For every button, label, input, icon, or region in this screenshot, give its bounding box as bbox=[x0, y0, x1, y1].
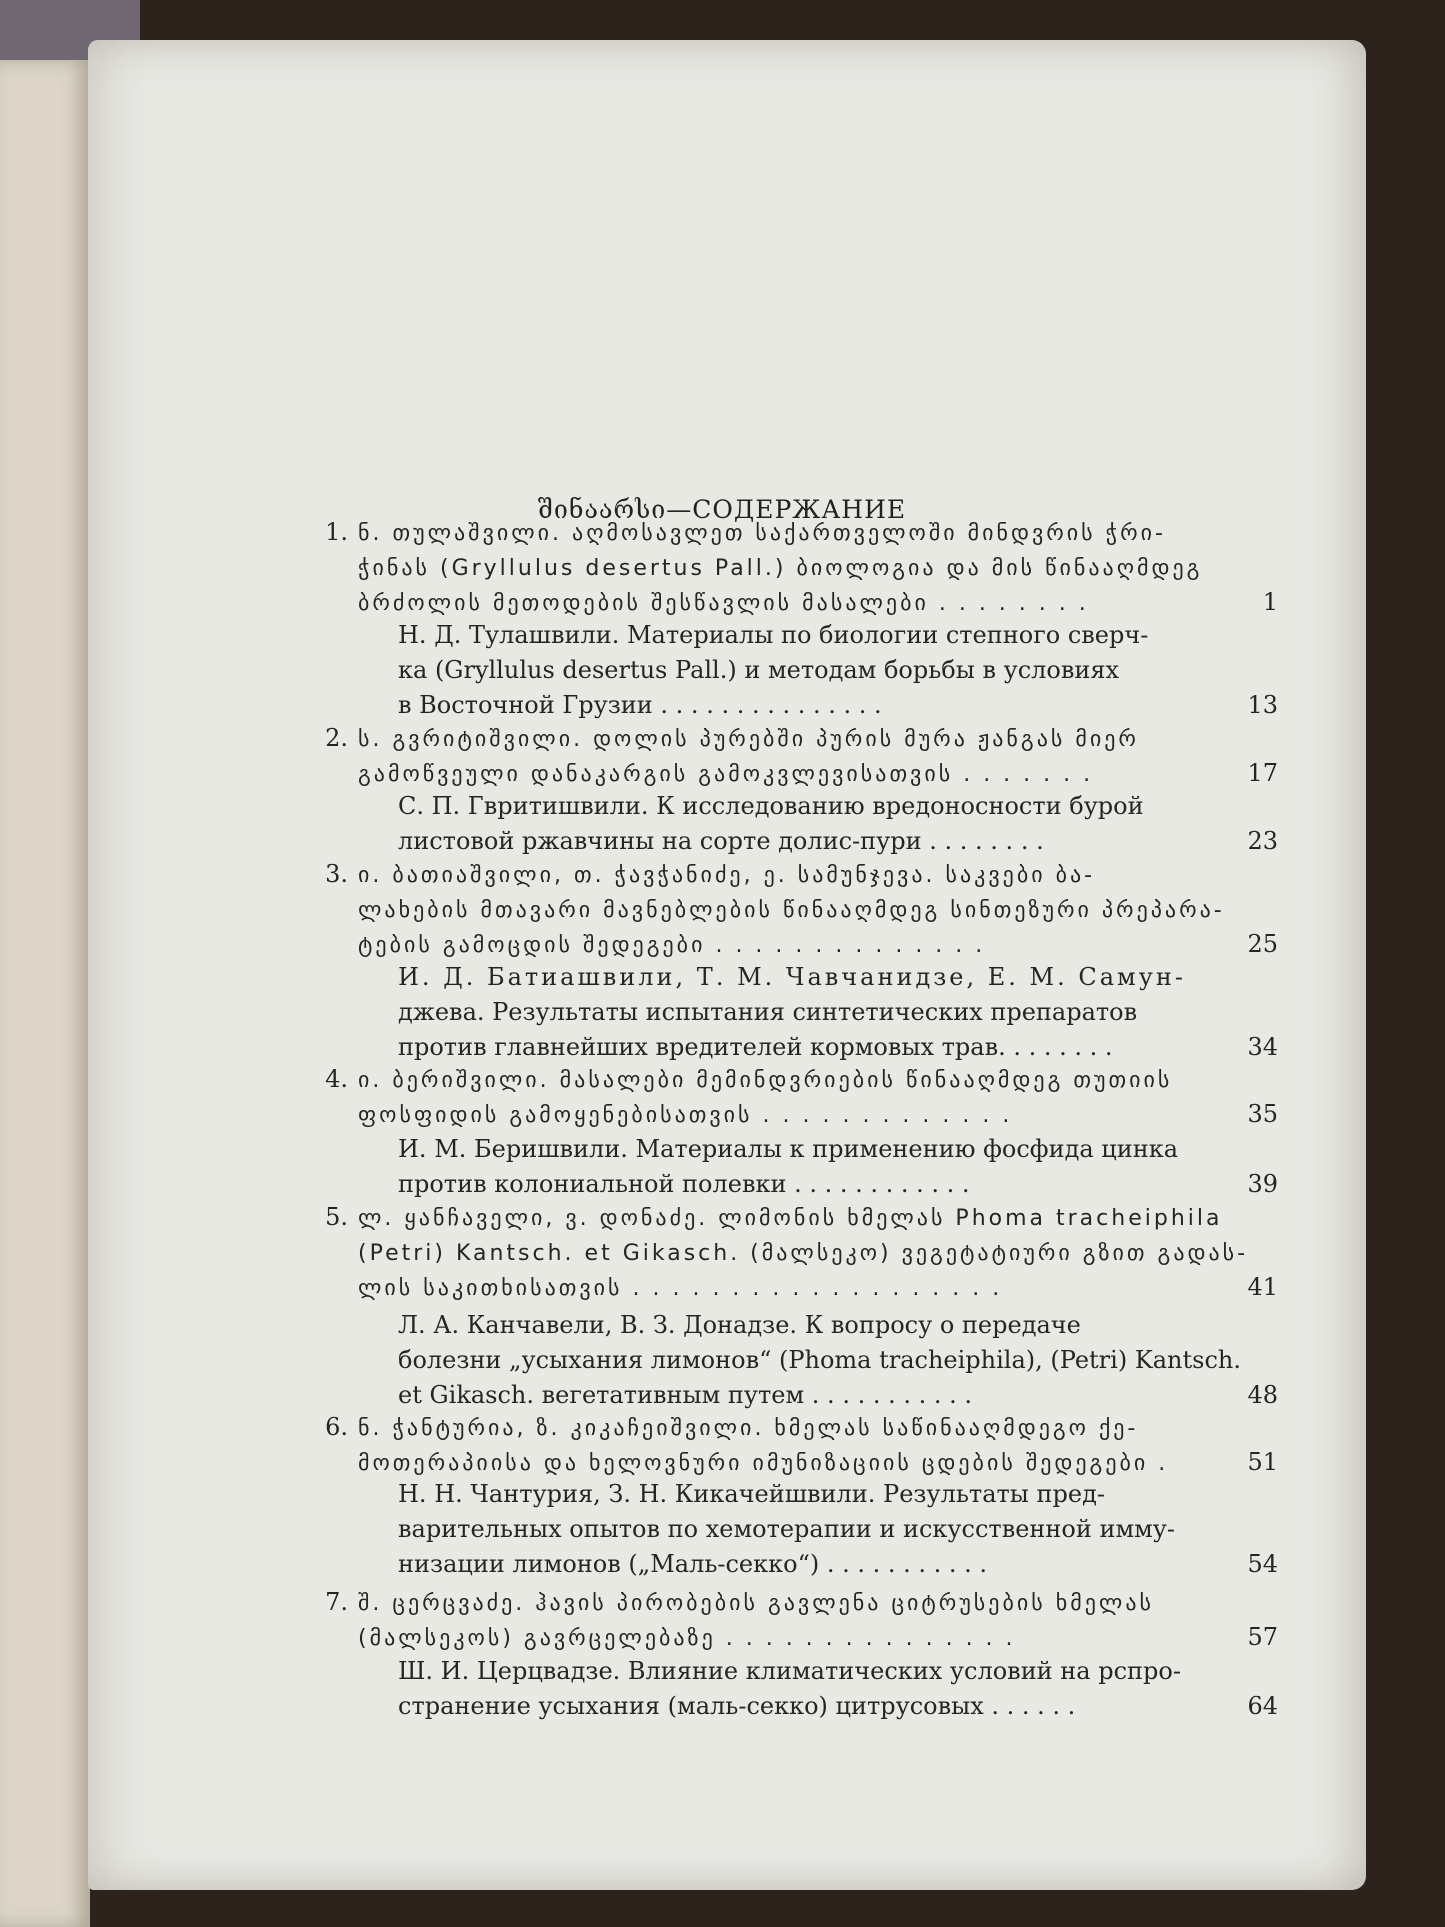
entry-page-number: 51 bbox=[1247, 1448, 1278, 1476]
entry-number: 1. bbox=[325, 518, 348, 546]
toc-entry bbox=[288, 1308, 1278, 1413]
toc-entry bbox=[288, 515, 1278, 620]
entry-line: ს. გვრიტიშვილი. დოლის პურებში პურის მურა ჟანგას მიერ bbox=[358, 727, 1139, 752]
entry-page-number: 25 bbox=[1247, 930, 1278, 958]
entry-line: против колониальной полевки . . . . . . . . . . . . bbox=[398, 1170, 970, 1198]
entry-number: 6. bbox=[325, 1413, 348, 1441]
entry-line: ნ. ჭანტურია, ზ. კიკაჩეიშვილი. ხმელას საწინააღმდეგო ქე- bbox=[358, 1416, 1139, 1441]
entry-page-number: 48 bbox=[1247, 1381, 1278, 1409]
toc-entry bbox=[288, 721, 1278, 791]
entry-page-number: 23 bbox=[1247, 827, 1278, 855]
entry-line: против главнейших вредителей кормовых трав. . . . . . . . bbox=[398, 1033, 1113, 1061]
entry-line: Н. Н. Чантурия, З. Н. Кикачейшвили. Результаты пред- bbox=[398, 1480, 1105, 1508]
entry-line: ი. ბერიშვილი. მასალები მემინდვრიების წინააღმდეგ თუთიის bbox=[358, 1068, 1173, 1093]
entry-page-number: 34 bbox=[1247, 1033, 1278, 1061]
entry-line: странение усыхания (маль-секко) цитрусовых . . . . . . bbox=[398, 1692, 1076, 1720]
entry-page-number: 57 bbox=[1247, 1623, 1278, 1651]
entry-line: С. П. Гвритишвили. К исследованию вредоносности бурой bbox=[398, 792, 1144, 820]
entry-line: варительных опытов по хемотерапии и искусственной имму- bbox=[398, 1515, 1176, 1543]
entry-line: ლის საკითხისათვის . . . . . . . . . . . . . . . . . . . bbox=[358, 1276, 1003, 1301]
entry-line: И. М. Беришвили. Материалы к применению фосфида цинка bbox=[398, 1135, 1179, 1163]
book-page bbox=[88, 40, 1366, 1890]
page-title: შინაარსი—СОДЕРЖАНИЕ bbox=[538, 495, 907, 524]
toc-entry bbox=[288, 618, 1278, 723]
entry-line: (მალსეკოს) გავრცელებაზე . . . . . . . . . . . . . . . bbox=[358, 1626, 1016, 1651]
entry-line: джева. Результаты испытания синтетических препаратов bbox=[398, 998, 1138, 1026]
entry-line: შ. ცერცვაძე. ჰავის პირობების გავლენა ციტრუსების ხმელას bbox=[358, 1591, 1154, 1616]
entry-line: ლ. ყანჩაველი, ვ. დონაძე. ლიმონის ხმელას Phoma tracheiphila bbox=[358, 1206, 1223, 1231]
entry-number: 2. bbox=[325, 724, 348, 752]
entry-line: (Petri) Kantsch. et Gikasch. (მალსეკო) ვეგეტატიური გზით გადას- bbox=[358, 1241, 1249, 1266]
entry-page-number: 35 bbox=[1247, 1100, 1278, 1128]
entry-line: И. Д. Батиашвили, Т. М. Чавчанидзе, Е. М. Самун- bbox=[398, 963, 1186, 991]
entry-line: et Gikasch. вегетативным путем . . . . . . . . . . . bbox=[398, 1381, 973, 1409]
entry-line: ფოსფიდის გამოყენებისათვის . . . . . . . . . . . . . bbox=[358, 1103, 1013, 1128]
entry-line: ნ. თულაშვილი. აღმოსავლეთ საქართველოში მინდვრის ჭრი- bbox=[358, 521, 1166, 546]
toc-entry bbox=[288, 1585, 1278, 1655]
toc-entry bbox=[288, 1062, 1278, 1132]
toc-entry bbox=[288, 857, 1278, 962]
entry-page-number: 13 bbox=[1247, 691, 1278, 719]
left-page-edge bbox=[0, 60, 90, 1927]
entry-line: გამოწვეული დანაკარგის გამოკვლევისათვის . . . . . . . bbox=[358, 762, 1094, 787]
entry-line: Ш. И. Церцвадзе. Влияние климатических условий на рспро- bbox=[398, 1657, 1181, 1685]
entry-line: Л. А. Канчавели, В. З. Донадзе. К вопросу о передаче bbox=[398, 1311, 1081, 1339]
entry-number: 4. bbox=[325, 1065, 348, 1093]
toc-entry bbox=[288, 789, 1278, 859]
entry-number: 5. bbox=[325, 1203, 348, 1231]
entry-line: ბრძოლის მეთოდების შესწავლის მასალები . . . . . . . . bbox=[358, 591, 1089, 616]
toc-entry bbox=[288, 1410, 1278, 1480]
entry-page-number: 39 bbox=[1247, 1170, 1278, 1198]
entry-number: 7. bbox=[325, 1588, 348, 1616]
entry-page-number: 54 bbox=[1247, 1550, 1278, 1578]
toc-entry bbox=[288, 1654, 1278, 1724]
entry-line: ტების გამოცდის შედეგები . . . . . . . . . . . . . . bbox=[358, 933, 986, 958]
entry-line: Н. Д. Тулашвили. Материалы по биологии степного сверч- bbox=[398, 621, 1149, 649]
entry-page-number: 41 bbox=[1247, 1273, 1278, 1301]
entry-line: листовой ржавчины на сорте долис-пури . . . . . . . . bbox=[398, 827, 1044, 855]
toc-entry bbox=[288, 1200, 1278, 1305]
entry-line: болезни „усыхания лимонов“ (Phoma tracheiphila), (Petri) Kantsch. bbox=[398, 1346, 1241, 1374]
toc-entry bbox=[288, 1132, 1278, 1202]
toc-entry bbox=[288, 1477, 1278, 1582]
entry-line: ка (Gryllulus desertus Pall.) и методам борьбы в условиях bbox=[398, 656, 1120, 684]
entry-page-number: 17 bbox=[1247, 759, 1278, 787]
entry-line: ლახების მთავარი მავნებლების წინააღმდეგ სინთეზური პრეპარა- bbox=[358, 898, 1225, 923]
entry-page-number: 1 bbox=[1262, 588, 1278, 616]
entry-line: მოთერაპიისა და ხელოვნური იმუნიზაციის ცდების შედეგები . bbox=[358, 1451, 1169, 1476]
entry-line: в Восточной Грузии . . . . . . . . . . . . . . . bbox=[398, 691, 882, 719]
entry-page-number: 64 bbox=[1247, 1692, 1278, 1720]
entry-line: низации лимонов („Маль-секко“) . . . . . . . . . . . bbox=[398, 1550, 988, 1578]
entry-line: ჭინას (Gryllulus desertus Pall.) ბიოლოგია და მის წინააღმდეგ bbox=[358, 556, 1203, 581]
entry-number: 3. bbox=[325, 860, 348, 888]
entry-line: ი. ბათიაშვილი, თ. ჭავჭანიძე, ე. სამუნჯევა. საკვები ბა- bbox=[358, 863, 1096, 888]
toc-entry bbox=[288, 960, 1278, 1065]
